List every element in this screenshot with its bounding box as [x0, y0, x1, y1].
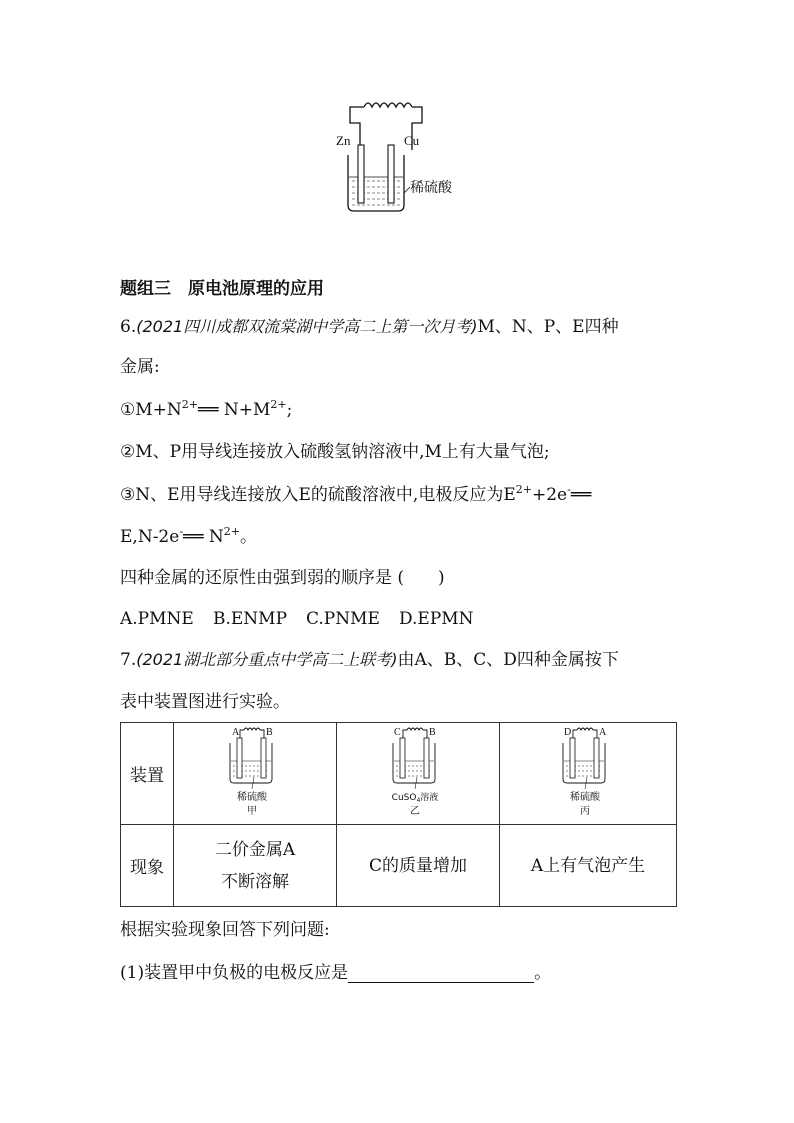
- row-header-phenomenon: 现象: [121, 825, 174, 907]
- q7-stem-line1: [120, 650, 619, 670]
- q7-stem-tail: 由A、B、C、D四种金属按下: [397, 650, 619, 670]
- q6-option-a[interactable]: A.PMNE: [120, 609, 194, 629]
- solution-label: 稀硫酸: [410, 180, 452, 196]
- jia-left-label: A: [232, 727, 240, 738]
- yi-name: 乙: [410, 806, 420, 817]
- q6-item3-cont: E,N-2e-══ $N^{2+}$。: [120, 525, 257, 547]
- bing-right-label: A: [599, 727, 607, 738]
- q6-stem-line2: 金属:: [120, 357, 160, 377]
- bing-name: 丙: [580, 806, 590, 817]
- q7-source: (2021湖北部分重点中学高二上联考): [136, 650, 398, 669]
- apparatus-cell-yi: [337, 723, 500, 825]
- galvanic-cell-figure: [330, 95, 480, 220]
- coil-icon: [364, 103, 412, 107]
- q6-option-c[interactable]: C.PNME: [306, 609, 380, 629]
- yi-right-label: B: [429, 727, 436, 738]
- jia-right-label: B: [266, 727, 273, 738]
- q6-source: (2021四川成都双流棠湖中学高二上第一次月考): [136, 317, 478, 336]
- q7-number: 7.: [120, 650, 137, 670]
- beaker: [348, 155, 404, 211]
- zn-electrode: [358, 145, 364, 203]
- cu-electrode: [388, 145, 394, 203]
- q6-number: 6.: [120, 317, 137, 337]
- section-title: 题组三 原电池原理的应用: [120, 279, 324, 299]
- apparatus-cell-jia: [174, 723, 337, 825]
- phenomenon-jia: 二价金属A 不断溶解: [174, 825, 337, 907]
- experiment-table: [120, 722, 677, 907]
- q7-follow-up: 根据实验现象回答下列问题:: [120, 920, 330, 940]
- phenomenon-bing: A上有气泡产生: [500, 825, 677, 907]
- zn-label: Zn: [336, 133, 351, 148]
- jia-name: 甲: [247, 806, 257, 817]
- bing-left-label: D: [564, 727, 572, 738]
- bing-solution: 稀硫酸: [570, 792, 600, 803]
- q6-question: 四种金属的还原性由强到弱的顺序是 ( ): [120, 568, 445, 588]
- q7-stem-line2: 表中装置图进行实验。: [120, 692, 290, 712]
- q6-item1: $①M+N^{2+}══$ $N+M^{2+}$;: [120, 398, 293, 420]
- answer-blank[interactable]: [348, 966, 534, 983]
- yi-left-label: C: [394, 727, 401, 738]
- q6-item3: ③N、E用导线连接放入E的硫酸溶液中,电极反应为$E^{2+}+2e^-══$: [120, 483, 592, 505]
- apparatus-yi-figure: [363, 723, 473, 819]
- phenomenon-yi: C的质量增加: [337, 825, 500, 907]
- q6-option-d[interactable]: D.EPMN: [399, 609, 474, 629]
- q6-option-b[interactable]: B.ENMP: [213, 609, 288, 629]
- q6-item2: ②M、P用导线连接放入硫酸氢钠溶液中,M上有大量气泡;: [120, 442, 550, 462]
- q7-sub1: (1)装置甲中负极的电极反应是 。: [120, 963, 552, 983]
- cu-label: Cu: [404, 133, 420, 148]
- row-header-apparatus: 装置: [121, 723, 174, 825]
- apparatus-cell-bing: [500, 723, 677, 825]
- q6-stem-tail: M、N、P、E四种: [477, 317, 619, 337]
- q6-stem-line1: [120, 317, 619, 337]
- jia-solution: 稀硫酸: [237, 792, 267, 803]
- apparatus-bing-figure: [533, 723, 643, 819]
- apparatus-jia-figure: [200, 723, 310, 819]
- yi-solution: CuSO$_4$溶液: [391, 793, 439, 804]
